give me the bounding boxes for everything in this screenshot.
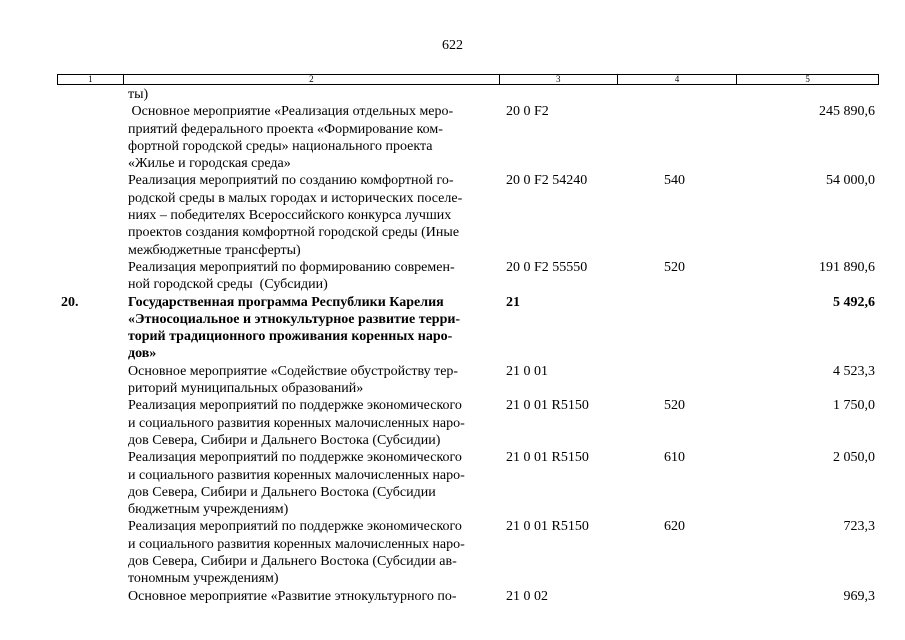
row-name: Реализация мероприятий по созданию комфортной го- родской среды в малых городах и исторических поселе- ниях – победителях Всероссийского конкурса лучших проектов создания комфортной городской среды (Иные межбюджетные трансферты) — [128, 173, 463, 258]
header-col-3: 3 — [500, 75, 618, 84]
row-type — [618, 363, 738, 398]
row-number — [57, 449, 123, 518]
table-row — [57, 363, 879, 398]
row-type — [618, 588, 738, 605]
row-number — [57, 363, 123, 398]
row-code: 20 0 F2 55550 — [506, 259, 588, 275]
row-name: Основное мероприятие «Содействие обустройству тер- риторий муниципальных образований» — [128, 363, 459, 397]
row-sum: 4 523,3 — [833, 363, 875, 379]
table-row — [57, 588, 879, 605]
row-code — [500, 86, 618, 103]
row-type — [618, 103, 738, 172]
row-code: 21 0 01 R5150 — [506, 398, 589, 414]
row-name: Реализация мероприятий по формированию современ- ной городской среды (Субсидии) — [128, 259, 455, 293]
row-type — [618, 294, 738, 363]
table-row — [57, 86, 879, 103]
table-row — [57, 103, 879, 172]
row-sum: 5 492,6 — [833, 294, 875, 310]
row-name: ты) — [128, 87, 149, 102]
table-row — [57, 259, 879, 294]
row-sum: 191 890,6 — [819, 259, 875, 275]
row-code: 21 0 01 R5150 — [506, 450, 589, 466]
table-body — [57, 86, 879, 605]
row-type: 520 — [664, 259, 685, 275]
row-number — [57, 397, 123, 449]
row-sum: 1 750,0 — [833, 398, 875, 414]
table-row — [57, 397, 879, 449]
page-number: 622 — [442, 38, 463, 53]
table-row — [57, 518, 879, 587]
header-col-2: 2 — [124, 75, 500, 84]
header-col-5: 5 — [805, 74, 810, 84]
row-type — [618, 86, 738, 103]
row-number — [57, 588, 123, 605]
row-name: Реализация мероприятий по поддержке экономического и социального развития коренных малочисленных наро- дов Севера, Сибири и Дальнего Востока (Субсидии ав- тономным учреждениям) — [128, 519, 465, 587]
row-number — [57, 86, 123, 103]
row-sum: 723,3 — [843, 519, 875, 535]
table-row — [57, 449, 879, 518]
row-name: Реализация мероприятий по поддержке экономического и социального развития коренных малочисленных наро- дов Севера, Сибири и Дальнего Востока (Субсидии бюджетным учреждениям) — [128, 450, 465, 518]
header-col-4: 4 — [618, 75, 738, 84]
row-number — [57, 259, 123, 294]
table-header — [57, 74, 879, 85]
row-name: Основное мероприятие «Реализация отдельных меро- приятий федерального проекта «Формирование ком- фортной городской среды» национального проекта «Жилье и городская среда» — [128, 104, 454, 172]
row-code: 20 0 F2 — [506, 104, 549, 120]
row-number — [57, 103, 123, 172]
row-type: 610 — [664, 450, 685, 466]
row-number — [57, 518, 123, 587]
row-type: 540 — [664, 173, 685, 189]
row-code: 20 0 F2 54240 — [506, 173, 588, 189]
row-code: 21 0 02 — [506, 588, 548, 604]
row-name: Государственная программа Республики Карелия «Этносоциальное и этнокультурное развитие терри- торий традиционного проживания коренных наро- дов» — [128, 294, 461, 362]
row-sum: 54 000,0 — [826, 173, 875, 189]
row-code: 21 0 01 — [506, 363, 548, 379]
row-type: 520 — [664, 398, 685, 414]
row-sum: 969,3 — [843, 588, 875, 604]
row-name: Основное мероприятие «Развитие этнокультурного по- — [128, 588, 457, 604]
table-row — [57, 294, 879, 363]
row-sum: 245 890,6 — [819, 104, 875, 120]
row-sum: 2 050,0 — [833, 450, 875, 466]
row-type: 620 — [664, 519, 685, 535]
row-code: 21 0 01 R5150 — [506, 519, 589, 535]
table-row — [57, 172, 879, 258]
row-number: 20. — [61, 294, 79, 310]
header-col-1: 1 — [58, 75, 124, 84]
row-name: Реализация мероприятий по поддержке экономического и социального развития коренных малочисленных наро- дов Севера, Сибири и Дальнего Востока (Субсидии) — [128, 398, 465, 448]
row-sum — [738, 86, 879, 103]
row-code: 21 — [506, 294, 520, 310]
row-number — [57, 172, 123, 258]
